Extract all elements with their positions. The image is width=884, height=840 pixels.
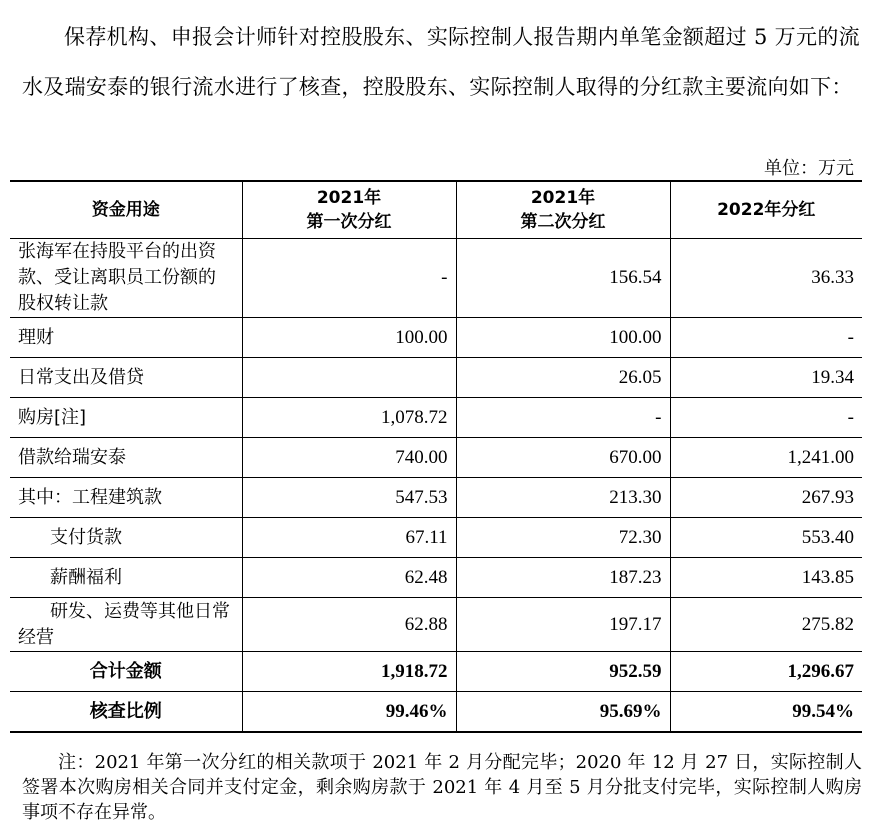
- cell-value: -: [456, 398, 670, 438]
- header-2022-dividend: 2022年分红: [670, 181, 862, 239]
- header-2021-second-year: 2021年: [530, 188, 596, 208]
- table-row: [10, 478, 862, 518]
- cell-value: 19.34: [670, 358, 862, 398]
- cell-value: 100.00: [242, 318, 456, 358]
- cell-value: 156.54: [456, 239, 670, 318]
- cell-value: -: [670, 398, 862, 438]
- cell-value: 187.23: [456, 558, 670, 598]
- total-value: 1,296.67: [670, 652, 862, 692]
- unit-label: 单位：万元: [764, 158, 854, 179]
- cell-value: -: [242, 239, 456, 318]
- table-row: [10, 358, 862, 398]
- cell-value: -: [670, 318, 862, 358]
- table-row: [10, 239, 862, 318]
- cell-value: 72.30: [456, 518, 670, 558]
- cell-value: 197.17: [456, 598, 670, 652]
- cell-value: 267.93: [670, 478, 862, 518]
- ratio-value: 95.69%: [456, 692, 670, 733]
- ratio-row: [10, 692, 862, 733]
- row-label: 薪酬福利: [10, 558, 242, 598]
- cell-value: 670.00: [456, 438, 670, 478]
- cell-value: 36.33: [670, 239, 862, 318]
- header-2021-first-label: 第一次分红: [306, 212, 392, 232]
- cell-value: 547.53: [242, 478, 456, 518]
- header-2021-first-year: 2021年: [316, 188, 382, 208]
- row-label: 研发、运费等其他日常经营: [10, 598, 242, 652]
- header-2021-first-dividend: [242, 181, 456, 239]
- cell-value: 740.00: [242, 438, 456, 478]
- cell-value: 1,078.72: [242, 398, 456, 438]
- table-row: [10, 558, 862, 598]
- table-row: [10, 438, 862, 478]
- cell-value: 1,241.00: [670, 438, 862, 478]
- footnote: 注：2021 年第一次分红的相关款项于 2021 年 2 月分配完毕；2020 年 12 月 27 日，实际控制人签署本次购房相关合同并支付定金，剩余购房款于 2021 年 4 月至 5 月分批支付完毕，实际控制人购房事项不存在异常。: [22, 752, 862, 823]
- cell-value: 213.30: [456, 478, 670, 518]
- table-row: [10, 518, 862, 558]
- row-label: 日常支出及借贷: [10, 358, 242, 398]
- row-label: 其中：工程建筑款: [10, 478, 242, 518]
- table-header-row: [10, 181, 862, 239]
- table-row: [10, 398, 862, 438]
- row-label: 购房[注]: [10, 398, 242, 438]
- ratio-label: 核查比例: [10, 692, 242, 733]
- cell-value: 100.00: [456, 318, 670, 358]
- cell-value: 62.48: [242, 558, 456, 598]
- table-row: [10, 318, 862, 358]
- intro-paragraph: 保荐机构、申报会计师针对控股股东、实际控制人报告期内单笔金额超过 5 万元的流水及瑞安泰的银行流水进行了核查，控股股东、实际控制人取得的分红款主要流向如下：: [22, 25, 860, 99]
- total-value: 952.59: [456, 652, 670, 692]
- table-row: [10, 598, 862, 652]
- cell-value: 67.11: [242, 518, 456, 558]
- cell-value: 26.05: [456, 358, 670, 398]
- row-label: 支付货款: [10, 518, 242, 558]
- header-fund-usage: 资金用途: [10, 181, 242, 239]
- header-2021-second-dividend: [456, 181, 670, 239]
- row-label: 理财: [10, 318, 242, 358]
- total-value: 1,918.72: [242, 652, 456, 692]
- total-row: [10, 652, 862, 692]
- row-label: 借款给瑞安泰: [10, 438, 242, 478]
- ratio-value: 99.46%: [242, 692, 456, 733]
- fund-flow-table: [10, 180, 862, 733]
- header-2021-second-label: 第二次分红: [520, 212, 606, 232]
- cell-value: 275.82: [670, 598, 862, 652]
- ratio-value: 99.54%: [670, 692, 862, 733]
- cell-value: 143.85: [670, 558, 862, 598]
- cell-value: 553.40: [670, 518, 862, 558]
- total-label: 合计金额: [10, 652, 242, 692]
- cell-value: [242, 358, 456, 398]
- cell-value: 62.88: [242, 598, 456, 652]
- row-label: 张海军在持股平台的出资款、受让离职员工份额的股权转让款: [10, 239, 242, 318]
